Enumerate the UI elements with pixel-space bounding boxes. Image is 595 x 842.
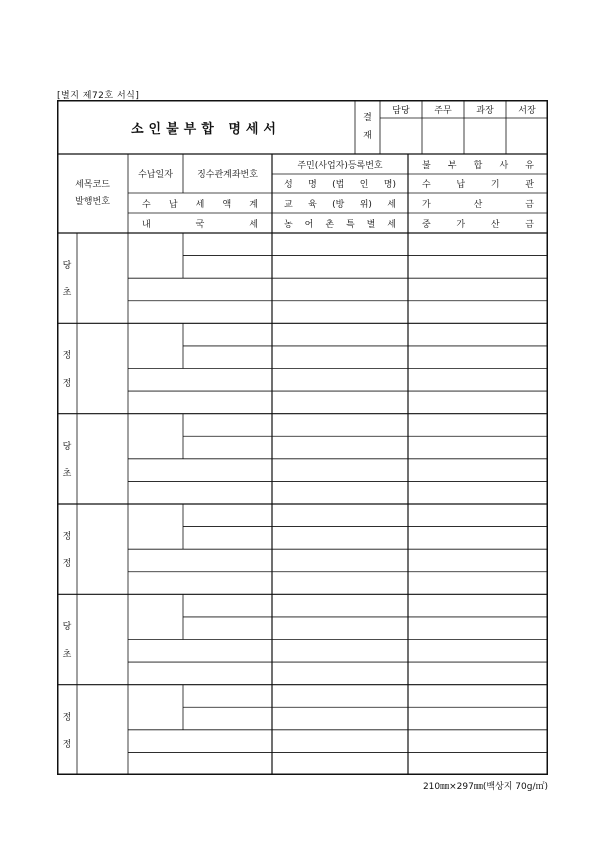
tax-total-char: 세: [195, 199, 205, 210]
mismatch-reason-header: [408, 154, 548, 174]
approval-col-staff: 담당: [392, 105, 410, 116]
education-tax-char: (방: [332, 199, 345, 210]
heavy-additional-tax-char: 가: [456, 219, 466, 230]
heavy-additional-tax-char: 금: [525, 219, 534, 230]
name-char: (법: [332, 180, 345, 190]
tax-total-char: 계: [249, 199, 258, 210]
receiving-agency-char: 수: [422, 180, 431, 190]
tax-total-char: 납: [168, 199, 178, 210]
national-tax-header: [128, 213, 272, 233]
approval-col-section-chief: 과장: [476, 105, 494, 116]
name-char: 성: [284, 180, 293, 190]
approval-label-top: 결: [363, 113, 372, 123]
rural-special-tax-char: 별: [366, 219, 376, 230]
approval-label-bottom: 재: [363, 131, 372, 141]
tax-total-header: [128, 193, 272, 213]
mismatch-reason-char: 불: [422, 160, 431, 171]
statement-form: [57, 100, 548, 775]
issue-no-label: 발행번호: [75, 196, 110, 207]
approval-col-director: 서장: [518, 105, 536, 116]
mismatch-reason-char: 사: [499, 160, 509, 171]
additional-tax-char: 산: [473, 199, 483, 210]
group-label-bottom: 초: [62, 288, 72, 299]
group-label-top: 당: [62, 441, 72, 452]
resident-reg-no-header: 주민(사업자)등록번호: [297, 160, 383, 171]
group-label-corrected: [57, 323, 77, 413]
approval-label: [355, 100, 380, 154]
group-label-bottom: 정: [62, 559, 72, 570]
national-tax-char: 국: [195, 219, 205, 230]
mismatch-reason-char: 유: [525, 160, 534, 171]
collection-account-header: 징수관계좌번호: [197, 170, 258, 180]
rural-special-tax-char: 특: [345, 219, 355, 230]
tax-total-char: 액: [222, 199, 232, 210]
name-header: [272, 174, 408, 193]
additional-tax-char: 가: [422, 199, 431, 210]
form-number-label: [별지 제72호 서식]: [57, 91, 140, 101]
education-tax-char: 교: [284, 199, 293, 210]
mismatch-reason-char: 부: [447, 160, 457, 171]
rural-special-tax-header: [272, 213, 408, 233]
heavy-additional-tax-char: 산: [490, 219, 500, 230]
group-label-corrected: [57, 685, 77, 775]
group-label-corrected: [57, 504, 77, 594]
name-char: 인: [359, 180, 369, 190]
additional-tax-char: 금: [525, 199, 534, 210]
group-label-original: [57, 594, 77, 684]
mismatch-reason-char: 합: [473, 160, 483, 171]
group-label-top: 정: [62, 532, 72, 543]
group-label-top: 정: [62, 712, 72, 723]
group-label-bottom: 초: [62, 468, 72, 479]
receiving-agency-char: 납: [456, 180, 466, 190]
receiving-agency-header: [408, 174, 548, 193]
group-label-original: [57, 233, 77, 323]
heavy-additional-tax-header: [408, 213, 548, 233]
heavy-additional-tax-char: 중: [422, 219, 431, 230]
receiving-agency-char: 관: [525, 180, 534, 190]
national-tax-char: 세: [249, 219, 258, 230]
education-tax-header: [272, 193, 408, 213]
group-label-bottom: 초: [62, 649, 72, 660]
form-title: 소인불부합 명세서: [131, 121, 281, 137]
education-tax-char: 세: [387, 199, 396, 210]
rural-special-tax-char: 세: [387, 219, 396, 230]
group-label-top: 당: [62, 622, 72, 633]
approval-col-officer: 주무: [434, 105, 452, 116]
name-char: 명: [308, 180, 317, 190]
name-char: 명): [383, 180, 396, 190]
group-label-top: 당: [62, 261, 72, 272]
tax-code-label: 세목코드: [75, 179, 110, 190]
group-label-original: [57, 414, 77, 504]
group-label-top: 정: [62, 351, 72, 362]
tax-code-issue-no-header: [57, 154, 128, 233]
group-label-bottom: 정: [62, 739, 72, 750]
national-tax-char: 내: [142, 219, 151, 230]
rural-special-tax-char: 어: [304, 219, 314, 230]
rural-special-tax-char: 촌: [325, 219, 335, 230]
education-tax-char: 위): [359, 199, 372, 210]
group-label-bottom: 정: [62, 378, 72, 389]
rural-special-tax-char: 농: [284, 219, 293, 230]
paper-spec-footnote: 210㎜×297㎜(백상지 70g/㎡): [422, 782, 548, 792]
receiving-agency-char: 기: [490, 180, 500, 190]
tax-total-char: 수: [142, 199, 151, 210]
payment-date-header: 수납일자: [138, 170, 173, 180]
education-tax-char: 육: [308, 199, 317, 210]
additional-tax-header: [408, 193, 548, 213]
